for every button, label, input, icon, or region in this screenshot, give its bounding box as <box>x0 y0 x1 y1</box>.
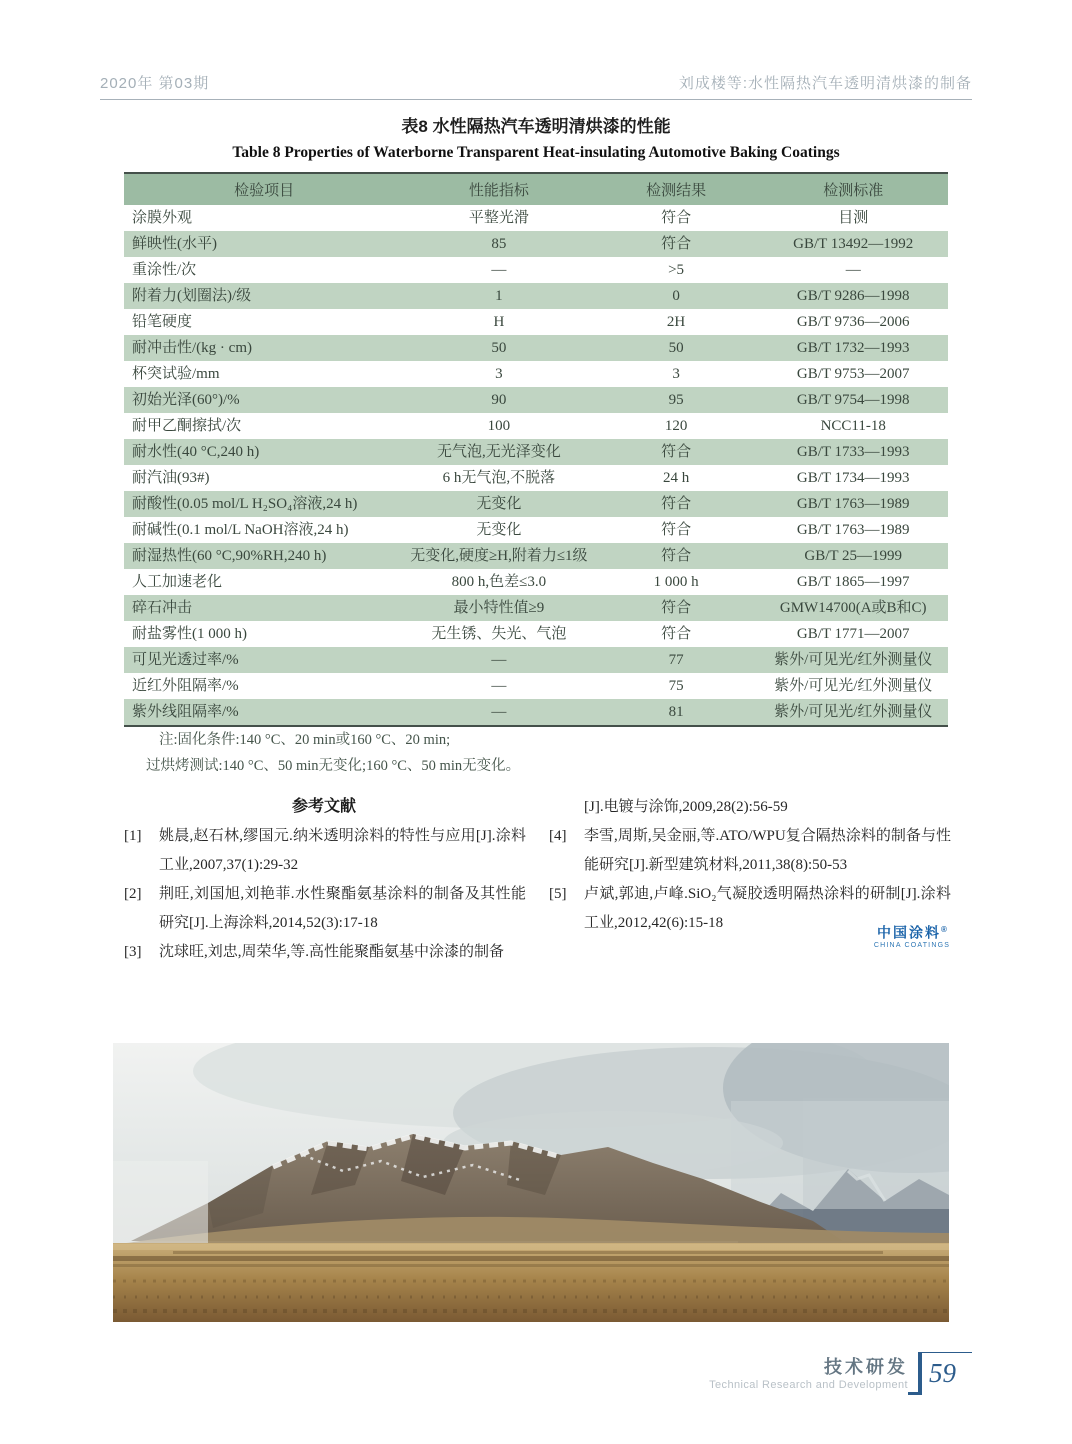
table-row <box>124 439 948 465</box>
item-cell: 耐水性(40 °C,240 h) <box>132 443 260 460</box>
reference-number: [4] <box>549 828 567 844</box>
standard-cell: GB/T 1733—1993 <box>796 443 910 460</box>
spec-cell: 800 h,色差≤3.0 <box>451 573 547 590</box>
item-cell: 附着力(划圈法)/级 <box>132 287 252 304</box>
page-number: 59 <box>929 1358 956 1388</box>
table-row <box>124 335 948 361</box>
item-cell: 耐盐雾性(1 000 h) <box>132 625 247 642</box>
reference-text: [J].电镀与涂饰,2009,28(2):56-59 <box>584 799 788 815</box>
table-notes <box>146 727 520 779</box>
column-header: 检测标准 <box>758 173 948 205</box>
table-header <box>124 173 948 205</box>
article-title-head: 刘成楼等:水性隔热汽车透明清烘漆的制备 <box>678 75 972 92</box>
reference-item <box>124 822 526 880</box>
header-rule <box>100 99 972 100</box>
result-cell: 50 <box>668 339 684 356</box>
reference-item <box>549 793 951 822</box>
spec-cell: 85 <box>491 235 507 252</box>
column-header: 性能指标 <box>404 173 594 205</box>
standard-cell: GB/T 9286—1998 <box>796 287 910 304</box>
reference-text: 沈球旺,刘忠,周荣华,等.高性能聚酯氨基中涂漆的制备 <box>159 944 505 960</box>
item-cell: 耐酸性(0.05 mol/L H₂SO₄溶液,24 h) <box>132 495 358 512</box>
reference-number: [2] <box>124 886 142 902</box>
table-row <box>124 595 948 621</box>
standard-cell: GB/T 1763—1989 <box>796 495 910 512</box>
table-row <box>124 387 948 413</box>
result-cell: 2H <box>666 313 686 330</box>
reference-item <box>124 938 526 967</box>
note-line: 过烘烤测试:140 °C、50 min无变化;160 °C、50 min无变化。 <box>146 758 521 774</box>
spec-cell: 最小特性值≥9 <box>453 599 545 616</box>
reference-number: [1] <box>124 828 142 844</box>
spec-cell: 100 <box>487 417 511 434</box>
result-cell: >5 <box>668 261 685 278</box>
item-cell: 耐碱性(0.1 mol/L NaOH溶液,24 h) <box>132 521 349 538</box>
item-cell: 耐甲乙酮擦拭/次 <box>132 417 242 434</box>
standard-cell: GB/T 25—1999 <box>804 547 903 564</box>
item-cell: 铅笔硬度 <box>132 313 193 330</box>
item-cell: 紫外线阻隔率/% <box>132 703 239 720</box>
spec-cell: — <box>491 703 507 720</box>
spec-cell: 1 <box>495 287 503 304</box>
reference-number: [3] <box>124 944 142 960</box>
reference-text: 李雪,周斯,吴金丽,等.ATO/WPU复合隔热涂料的制备与性能研究[J].新型建筑材料,2011,38(8):50-53 <box>584 828 951 873</box>
standard-cell: 目测 <box>838 209 869 226</box>
spec-cell: — <box>491 651 507 668</box>
standard-cell: GB/T 9754—1998 <box>796 391 910 408</box>
result-cell: 81 <box>668 703 684 720</box>
standard-cell: 紫外/可见光/红外测量仪 <box>774 677 933 694</box>
item-cell: 鲜映性(水平) <box>132 235 217 252</box>
table-row <box>124 361 948 387</box>
page-footer <box>709 1352 972 1395</box>
table-row <box>124 543 948 569</box>
page-number-bracket <box>918 1352 972 1395</box>
result-cell: 0 <box>672 287 680 304</box>
standard-cell: GB/T 13492—1992 <box>793 235 914 252</box>
reference-text: 荆旺,刘国旭,刘艳菲.水性聚酯氨基涂料的制备及其性能研究[J].上海涂料,2014,52(3):17-18 <box>159 886 526 931</box>
standard-cell: GB/T 1865—1997 <box>796 573 910 590</box>
spec-cell: — <box>491 261 507 278</box>
spec-cell: 无气泡,无光泽变化 <box>437 443 561 460</box>
reference-item <box>124 880 526 938</box>
table-row <box>124 621 948 647</box>
references-left <box>124 822 526 967</box>
spec-cell: 3 <box>495 365 503 382</box>
item-cell: 可见光透过率/% <box>132 651 239 668</box>
logo-text-en: CHINA COATINGS <box>873 941 951 949</box>
reference-item <box>549 822 951 880</box>
result-cell: 符合 <box>661 547 692 564</box>
standard-cell: GB/T 1734—1993 <box>796 469 910 486</box>
properties-table <box>124 172 948 727</box>
note-line: 注:固化条件:140 °C、20 min或160 °C、20 min; <box>159 732 451 748</box>
table-row <box>124 257 948 283</box>
table-row <box>124 673 948 699</box>
result-cell: 符合 <box>661 443 692 460</box>
spec-cell: H <box>493 313 505 330</box>
footer-section-zh: 技术研发 <box>824 1357 908 1377</box>
reference-text: 卢斌,郭迪,卢峰.SiO₂气凝胶透明隔热涂料的研制[J].涂料工业,2012,42(6):15-18 <box>584 886 951 931</box>
table-row <box>124 465 948 491</box>
standard-cell: GMW14700(A或B和C) <box>779 599 927 616</box>
item-cell: 人工加速老化 <box>132 573 223 590</box>
table-title-en: Table 8 Properties of Waterborne Transparent Heat-insulating Automotive Baking Coatings <box>232 144 840 161</box>
column-header: 检验项目 <box>124 173 404 205</box>
spec-cell: 6 h无气泡,不脱落 <box>442 469 556 486</box>
china-coatings-logo <box>862 922 962 950</box>
result-cell: 1 000 h <box>653 573 699 590</box>
item-cell: 杯突试验/mm <box>132 365 220 382</box>
reference-text: 姚晨,赵石林,缪国元.纳米透明涂料的特性与应用[J].涂料工业,2007,37(1):29-32 <box>159 828 526 873</box>
item-cell: 耐汽油(93#) <box>132 469 210 486</box>
result-cell: 符合 <box>661 599 692 616</box>
result-cell: 24 h <box>662 469 690 486</box>
item-cell: 初始光泽(60°)/% <box>132 391 240 408</box>
references-right <box>549 793 951 938</box>
item-cell: 碎石冲击 <box>132 599 193 616</box>
item-cell: 重涂性/次 <box>132 261 197 278</box>
registered-mark: ® <box>941 925 947 934</box>
result-cell: 120 <box>664 417 688 434</box>
table-row <box>124 309 948 335</box>
standard-cell: GB/T 9753—2007 <box>796 365 910 382</box>
result-cell: 符合 <box>661 521 692 538</box>
table-body <box>124 205 948 726</box>
result-cell: 符合 <box>661 495 692 512</box>
table-row <box>124 205 948 231</box>
table-row <box>124 491 948 517</box>
spec-cell: 无变化,硬度≥H,附着力≤1级 <box>410 547 588 564</box>
footer-section <box>709 1356 908 1393</box>
table-title-zh: 表8 水性隔热汽车透明清烘漆的性能 <box>401 117 671 136</box>
spec-cell: 无生锈、失光、气泡 <box>431 625 567 642</box>
table-row <box>124 699 948 726</box>
references-heading: 参考文献 <box>291 798 356 815</box>
standard-cell: 紫外/可见光/红外测量仪 <box>774 651 933 668</box>
standard-cell: GB/T 9736—2006 <box>796 313 910 330</box>
standard-cell: — <box>845 261 861 278</box>
item-cell: 近红外阻隔率/% <box>132 677 239 694</box>
result-cell: 3 <box>672 365 680 382</box>
reference-number <box>549 793 584 822</box>
landscape-photo <box>113 1043 949 1322</box>
standard-cell: NCC11-18 <box>820 417 886 434</box>
column-header: 检测结果 <box>594 173 759 205</box>
result-cell: 95 <box>668 391 684 408</box>
table-row <box>124 283 948 309</box>
footer-section-en: Technical Research and Development <box>709 1379 908 1391</box>
table-row <box>124 569 948 595</box>
spec-cell: 平整光滑 <box>468 209 529 226</box>
item-cell: 耐冲击性/(kg · cm) <box>132 339 252 356</box>
table-header-row <box>124 173 948 205</box>
spec-cell: — <box>491 677 507 694</box>
result-cell: 符合 <box>661 209 692 226</box>
result-cell: 符合 <box>661 625 692 642</box>
running-head <box>100 72 972 93</box>
table-row <box>124 517 948 543</box>
issue-info: 2020年 第03期 <box>100 75 210 92</box>
standard-cell: 紫外/可见光/红外测量仪 <box>774 703 933 720</box>
item-cell: 涂膜外观 <box>132 209 193 226</box>
result-cell: 符合 <box>661 235 692 252</box>
reference-number: [5] <box>549 886 567 902</box>
spec-cell: 50 <box>491 339 507 356</box>
logo-text-zh: 中国涂料® <box>877 924 947 941</box>
item-cell: 耐湿热性(60 °C,90%RH,240 h) <box>132 547 327 564</box>
standard-cell: GB/T 1771—2007 <box>796 625 910 642</box>
table-row <box>124 413 948 439</box>
spec-cell: 90 <box>491 391 507 408</box>
table-row <box>124 231 948 257</box>
standard-cell: GB/T 1763—1989 <box>796 521 910 538</box>
spec-cell: 无变化 <box>476 521 522 538</box>
result-cell: 77 <box>668 651 684 668</box>
spec-cell: 无变化 <box>476 495 522 512</box>
standard-cell: GB/T 1732—1993 <box>796 339 910 356</box>
result-cell: 75 <box>668 677 684 694</box>
table-row <box>124 647 948 673</box>
